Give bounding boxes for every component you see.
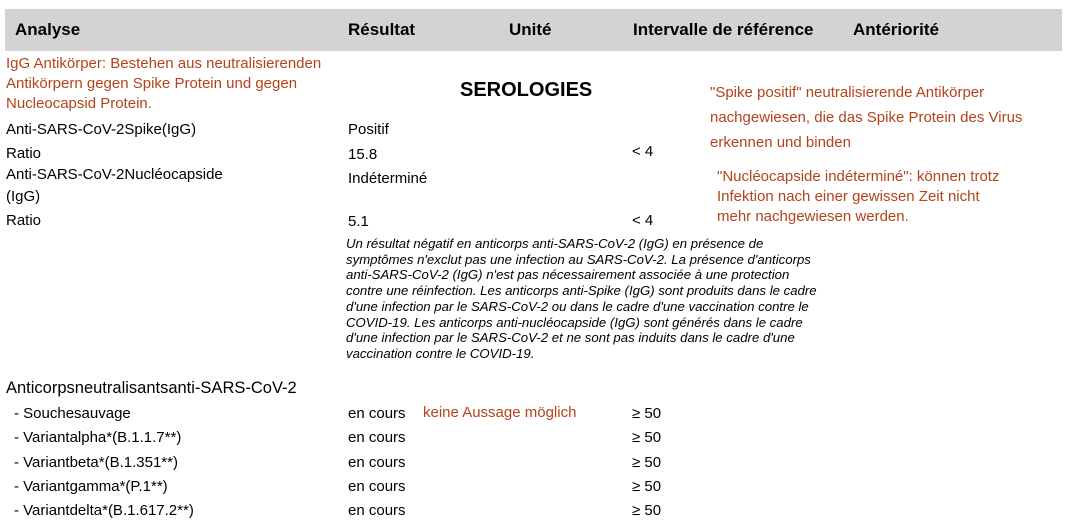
- row-ref: < 4: [632, 212, 654, 229]
- variant-ref: ≥ 50: [632, 502, 662, 519]
- spike-note-line: nachgewiesen, die das Spike Protein des Virus: [710, 109, 1023, 126]
- variant-ref: ≥ 50: [632, 454, 662, 471]
- row-analyse: Anti-SARS-CoV-2Spike(IgG): [6, 121, 197, 138]
- disclaimer-line: symptômes n'exclut pas une infection au SARS-CoV-2. La présence d'anticorps: [346, 251, 811, 267]
- row-resultat: Positif: [348, 121, 389, 138]
- variant-analyse: - Variantalpha*(B.1.1.7**): [14, 429, 182, 446]
- nucleocapside-note-line: mehr nachgewiesen werden.: [717, 208, 909, 225]
- row-analyse: Anti-SARS-CoV-2Nucléocapside: [6, 166, 223, 183]
- header-analyse: Analyse: [15, 20, 81, 39]
- disclaimer-line: COVID-19. Les anticorps anti-nucléocapside (IgG) sont générés dans le cadre: [346, 314, 803, 330]
- disclaimer: [346, 236, 906, 362]
- spike-note-line: "Spike positif" neutralisierende Antikörper: [710, 84, 985, 101]
- section-title: SEROLOGIES: [460, 79, 593, 101]
- nucleocapside-note-line: Infektion nach einer gewissen Zeit nicht: [717, 188, 980, 205]
- row-resultat: Indéterminé: [348, 170, 428, 187]
- variant-resultat: en cours: [348, 478, 406, 495]
- variant-ref: ≥ 50: [632, 405, 662, 422]
- nucleocapside-note: [717, 167, 999, 227]
- variant-resultat: en cours: [348, 429, 406, 446]
- neutralisants-title: Anticorpsneutralisantsanti-SARS-CoV-2: [6, 379, 297, 397]
- igg-note-line: IgG Antikörper: Bestehen aus neutralisierenden: [6, 55, 322, 72]
- row-analyse: Ratio: [6, 145, 42, 162]
- keine-aussage-note: keine Aussage möglich: [423, 404, 577, 421]
- header-resultat: Résultat: [348, 20, 416, 39]
- variant-ref: ≥ 50: [632, 429, 662, 446]
- igg-note: [6, 54, 321, 114]
- header-intervalle: Intervalle de référence: [633, 20, 814, 39]
- igg-note-line: Antikörpern gegen Spike Protein und gegen: [6, 75, 298, 92]
- header-unite: Unité: [509, 20, 552, 39]
- variant-resultat: en cours: [348, 502, 406, 519]
- igg-note-line: Nucleocapsid Protein.: [6, 95, 152, 112]
- row-analyse: Ratio: [6, 212, 42, 229]
- disclaimer-line: d'une infection par le SARS-CoV-2 ou dans le cadre d'une vaccination contre le: [346, 298, 809, 314]
- variant-analyse: - Variantbeta*(B.1.351**): [14, 454, 178, 471]
- variant-analyse: - Variantgamma*(P.1**): [14, 478, 168, 495]
- table-header: [5, 9, 1062, 51]
- variant-ref: ≥ 50: [632, 478, 662, 495]
- variant-resultat: en cours: [348, 454, 406, 471]
- spike-note-line: erkennen und binden: [710, 134, 851, 151]
- row-resultat: 15.8: [348, 146, 378, 163]
- header-anteriorite: Antériorité: [853, 20, 939, 39]
- variant-resultat: en cours: [348, 405, 406, 422]
- row-resultat: 5.1: [348, 213, 369, 230]
- row-analyse: (IgG): [6, 188, 41, 205]
- nucleocapside-note-line: "Nucléocapside indéterminé": können trotz: [717, 168, 1000, 185]
- variant-analyse: - Variantdelta*(B.1.617.2**): [14, 502, 194, 519]
- disclaimer-line: vaccination contre le COVID-19.: [346, 345, 535, 361]
- disclaimer-line: contre une réinfection. Les anticorps anti-Spike (IgG) sont produits dans le cadre: [346, 283, 817, 299]
- variant-analyse: - Souchesauvage: [14, 405, 131, 422]
- spike-note: [710, 80, 1022, 155]
- row-ref: < 4: [632, 143, 654, 160]
- disclaimer-line: d'une infection par le SARS-CoV-2 et ne sont pas induits dans le cadre d'une: [346, 330, 795, 346]
- disclaimer-line: Un résultat négatif en anticorps anti-SARS-CoV-2 (IgG) en présence de: [346, 236, 764, 251]
- disclaimer-line: anti-SARS-CoV-2 (IgG) n'est pas nécessairement associée à une protection: [346, 267, 790, 283]
